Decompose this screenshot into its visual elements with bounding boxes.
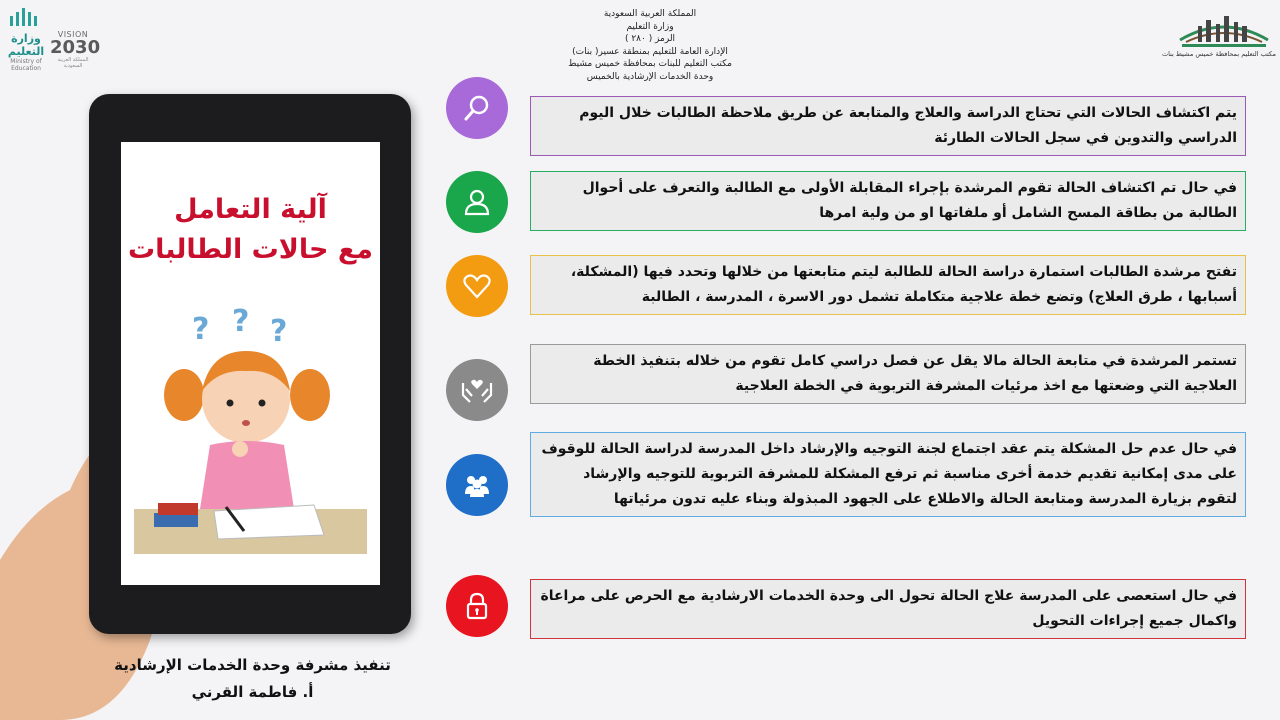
official-header xyxy=(560,8,740,83)
group-icon xyxy=(462,470,492,500)
step-4-icon-circle xyxy=(446,359,508,421)
header-line: الإدارة العامة للتعليم بمنطقة عسير( بنات) xyxy=(572,46,728,57)
lock-icon xyxy=(462,591,492,621)
vision-year: 2030 xyxy=(50,37,101,58)
step-3-icon-circle xyxy=(446,255,508,317)
svg-text:?: ? xyxy=(232,304,250,339)
thinking-girl-illustration xyxy=(134,299,367,554)
step-5-text: في حال عدم حل المشكلة يتم عقد اجتماع لجنة التوجيه والإرشاد داخل المدرسة لدراسة الحالة للوقوف على مدى إمكانية تقديم خدمة أخرى مناسبة ثم ترفع المشكلة للمشرفة التربوية للتوجيه والإرشاد لتقوم بزيارة المدرسة ومتابعة الحالة والاطلاع على الجهود المبذولة وبناء عليه تدون مرئياتها xyxy=(530,432,1246,517)
step-5-icon-circle xyxy=(446,454,508,516)
step-2-icon-circle xyxy=(446,171,508,233)
office-caption: مكتب التعليم بمحافظة خميس مشيط بنات xyxy=(1161,50,1276,58)
credit-line-2: أ. فاطمة القرني xyxy=(191,683,314,701)
credit-block xyxy=(110,652,395,706)
svg-text:?: ? xyxy=(270,314,288,349)
step-1-icon-circle xyxy=(446,77,508,139)
vision-2030-logo xyxy=(50,30,101,69)
step-3-text: تفتح مرشدة الطالبات استمارة دراسة الحالة للطالبة ليتم متابعتها من خلالها وتحدد فيها (المشكلة، أسبابها ، طرق العلاج) وتضع خطة علاجية متكاملة تشمل دور الاسرة ، المدرسة ، الطالبة xyxy=(530,255,1246,315)
ministry-logo xyxy=(4,6,48,72)
credit-line-1: تنفيذ مشرفة وحدة الخدمات الإرشادية xyxy=(114,656,391,674)
ministry-emblem-icon xyxy=(6,6,46,28)
step-1-text: يتم اكتشاف الحالات التي تحتاج الدراسة والعلاج والمتابعة عن طريق ملاحظة الطالبات خلال اليوم الدراسي والتدوين في سجل الحالات الطارئة xyxy=(530,96,1246,156)
title-line-2: مع حالات الطالبات xyxy=(127,234,374,265)
step-2-text: في حال تم اكتشاف الحالة تقوم المرشدة بإجراء المقابلة الأولى مع الطالبة والتعرف على أحوال الطالبة من بطاقة المسح الشامل أو ملفاتها او من ولية امرها xyxy=(530,171,1246,231)
user-icon xyxy=(462,187,492,217)
step-6-icon-circle xyxy=(446,575,508,637)
title-line-1: آلية التعامل xyxy=(174,194,327,225)
office-logo xyxy=(1161,4,1276,66)
header-line: المملكة العربية السعودية xyxy=(603,9,697,19)
vision-label: VISION xyxy=(57,30,89,39)
step-4-text: تستمر المرشدة في متابعة الحالة مالا يقل عن فصل دراسي كامل تقوم من خلاله بتنفيذ الخطة العلاجية التي وضعتها مع اخذ مرئيات المشرفة التربوية في الخطة العلاجية xyxy=(530,344,1246,404)
vision-sub: المملكة العربية السعودية xyxy=(57,57,89,69)
search-icon xyxy=(462,93,492,123)
header-line: وزارة التعليم xyxy=(626,21,674,32)
header-line: الرمز ( ٢٨٠ ) xyxy=(624,34,676,44)
ministry-name-en: Ministry of Education xyxy=(10,58,42,72)
page-title xyxy=(121,190,380,270)
step-6-text: في حال استعصى على المدرسة علاج الحالة تحول الى وحدة الخدمات الارشادية مع الحرص على مراعاة واكمال جميع إجراءات التحويل xyxy=(530,579,1246,639)
header-line: وحدة الخدمات الإرشادية بالخميس xyxy=(586,71,714,82)
heart-icon xyxy=(462,271,492,301)
svg-text:?: ? xyxy=(192,312,210,347)
header-line: مكتب التعليم للبنات بمحافظة خميس مشيط xyxy=(568,59,732,69)
skyline-icon xyxy=(1176,4,1272,50)
care-hands-icon xyxy=(460,375,494,405)
ministry-name: وزارة التعليم xyxy=(7,32,45,58)
